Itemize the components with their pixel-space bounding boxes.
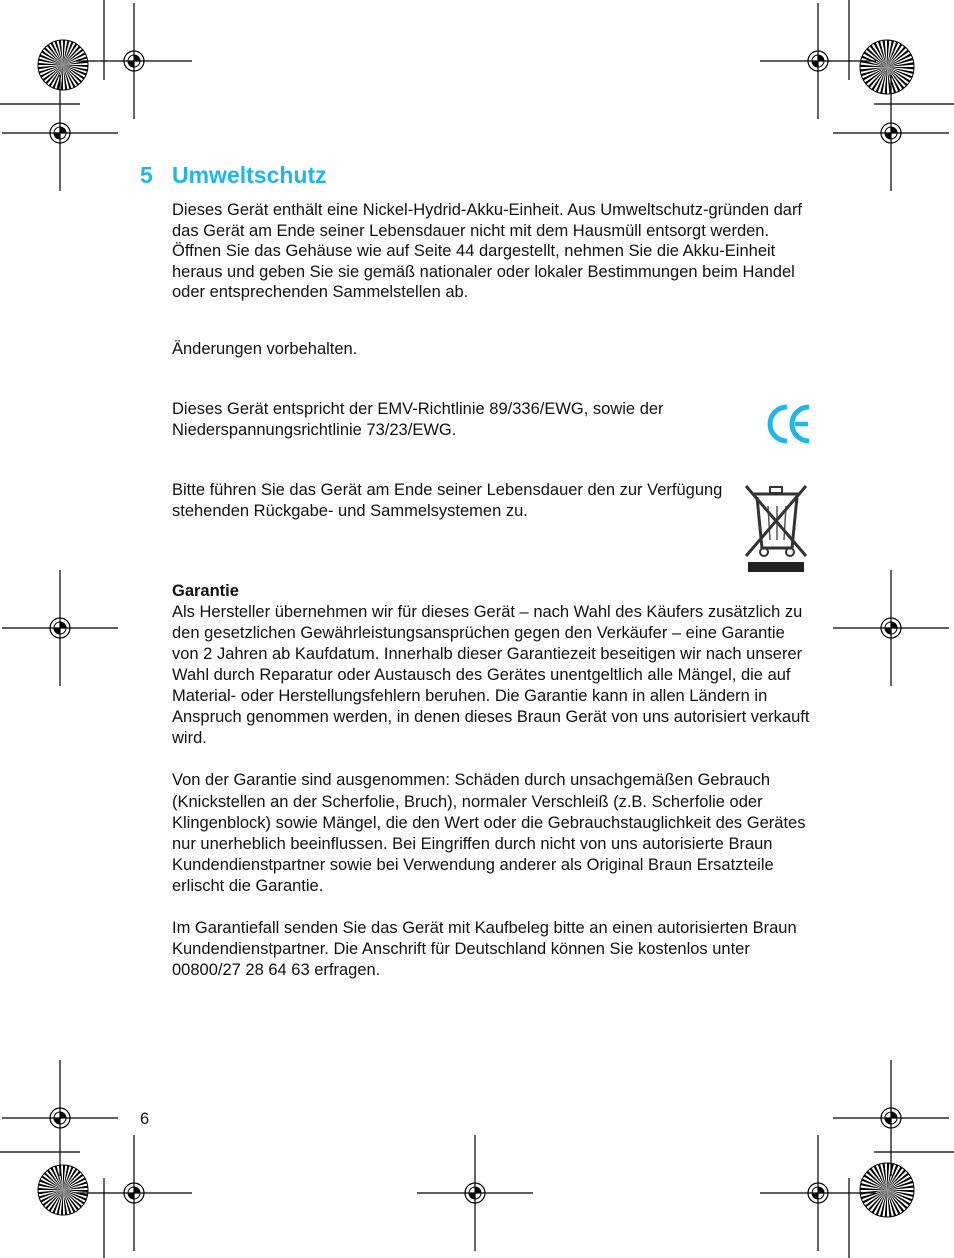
starburst-icon (860, 40, 914, 94)
guarantee-paragraph-1: Als Hersteller übernehmen wir für dieses Gerät – nach Wahl des Käufers zusätzlich zu den gesetzlichen Gewährleistungsansprüchen gegen den Verkäufer – eine Garantie von 2 Jahren ab Kaufdatum. Innerhalb dieser Garantiezeit beseitigen wir nach unserer Wahl durch Reparatur oder Austausch des Gerätes unentgeltlich alle Mängel, die auf Material- oder Herstellungsfehlern beruhen. Die Garantie kann in allen Ländern in Anspruch genommen werden, in denen dieses Braun Gerät von uns autorisiert verkauft wird. (172, 602, 810, 748)
registration-target-icon (417, 1135, 533, 1251)
section-title: Umweltschutz (172, 162, 327, 188)
emv-paragraph: Dieses Gerät entspricht der EMV-Richtlinie 89/336/EWG, sowie der Niederspannungsrichtlinie 73/23/EWG. (172, 400, 664, 439)
ce-mark-icon (767, 403, 813, 445)
registration-target-icon (760, 3, 876, 119)
changes-note: Änderungen vorbehalten. (172, 340, 358, 358)
starburst-icon (860, 1163, 914, 1217)
registration-target-icon (76, 3, 192, 119)
section-heading (140, 162, 327, 189)
guarantee-title: Garantie (172, 582, 239, 600)
crossed-out-wheelie-bin-icon (744, 482, 810, 576)
registration-target-icon (2, 570, 118, 686)
registration-target-icon (76, 1135, 192, 1251)
environment-paragraph: Dieses Gerät enthält eine Nickel-Hydrid-Akku-Einheit. Aus Umweltschutz-gründen darf das Gerät am Ende seiner Lebensdauer nicht mit dem Hausmüll entsorgt werden. Öffnen Sie das Gehäuse wie auf Seite 44 dargestellt, nehmen Sie die Akku-Einheit heraus und geben Sie sie gemäß nationaler oder lokaler Bestimmungen beim Handel oder entsprechenden Sammelstellen ab. (172, 201, 803, 302)
starburst-icon (38, 40, 88, 90)
guarantee-section (172, 581, 812, 1002)
registration-target-icon (833, 1060, 949, 1176)
registration-target-icon (760, 1135, 876, 1251)
section-number: 5 (140, 162, 153, 188)
guarantee-paragraph-3: Im Garantiefall senden Sie das Gerät mit Kaufbeleg bitte an einen autorisierten Braun Kundendienstpartner. Die Anschrift für Deutschland können Sie kostenlos unter 00800/27 28 64 63 erfragen. (172, 919, 797, 980)
page-number: 6 (140, 1110, 150, 1128)
disposal-paragraph: Bitte führen Sie das Gerät am Ende seiner Lebensdauer den zur Verfügung stehenden Rückgabe- und Sammelsystemen zu. (172, 481, 723, 520)
guarantee-paragraph-2: Von der Garantie sind ausgenommen: Schäden durch unsachgemäßen Gebrauch (Knickstellen an der Scherfolie, Bruch), normaler Verschleiß (z.B. Scherfolie oder Klingenblock) sowie Mängel, die den Wert oder die Gebrauchstauglichkeit des Gerätes nur unerheblich beeinflussen. Bei Eingriffen durch nicht von uns autorisierte Braun Kundendienstpartner sowie bei Verwendung anderer als Original Braun Ersatzteile erlischt die Garantie. (172, 771, 806, 895)
registration-target-icon (2, 1060, 118, 1176)
registration-target-icon (833, 570, 949, 686)
registration-target-icon (2, 75, 118, 191)
starburst-icon (38, 1165, 88, 1215)
registration-target-icon (833, 75, 949, 191)
